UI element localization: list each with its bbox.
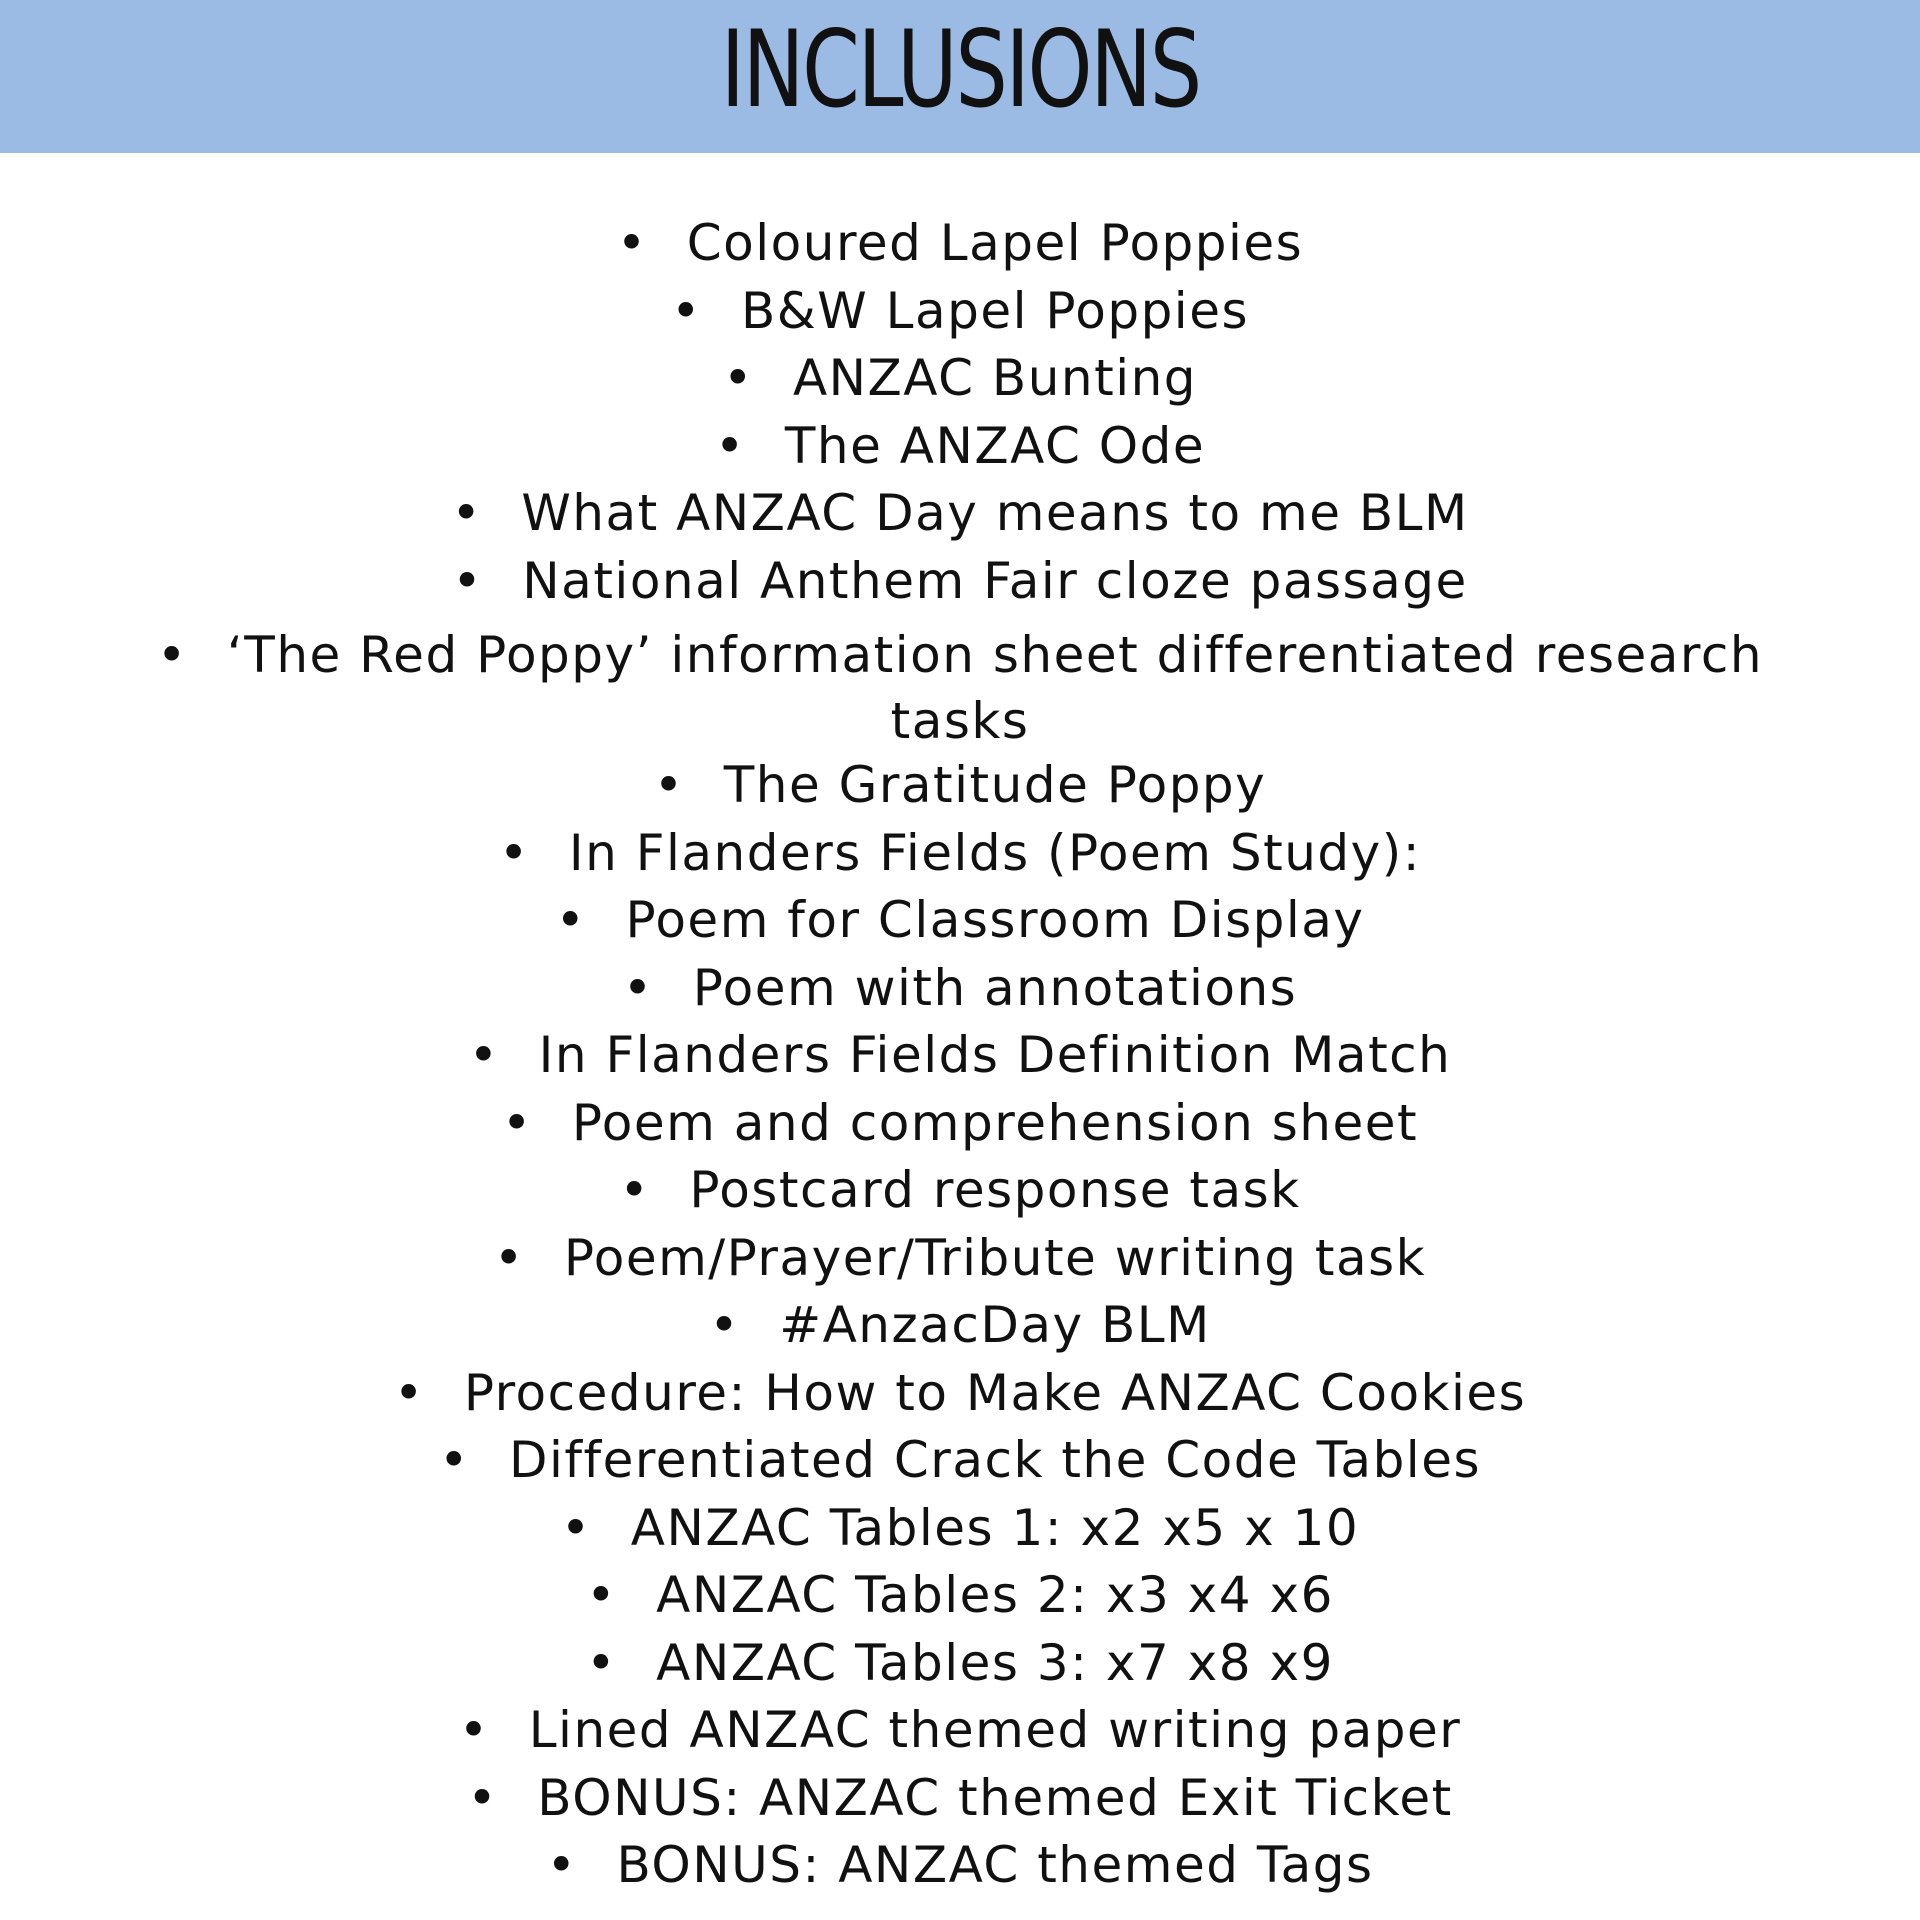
list-item [0,1701,1920,1769]
list-item-label: The Gratitude Poppy [723,756,1267,814]
bullet-icon: • [586,1566,618,1624]
list-item-label: National Anthem Fair cloze passage [522,551,1468,610]
list-item-label: Poem and comprehension sheet [571,1093,1419,1152]
list-item [0,552,1920,620]
list-item [0,417,1920,485]
list-item [0,1229,1920,1297]
list-item-label: Differentiated Crack the Code Tables [508,1431,1482,1489]
list-item-label: The ANZAC Ode [784,416,1206,475]
list-item-label: In Flanders Fields (Poem Study): [568,823,1422,882]
list-item-label: ANZAC Tables 3: x7 x8 x9 [656,1633,1334,1692]
bullet-icon: • [670,281,702,340]
list-item [0,959,1920,1027]
bullet-icon: • [458,1701,490,1759]
list-item [0,1296,1920,1364]
list-item-label: #AnzacDay BLM [779,1296,1211,1354]
bullet-icon: • [438,1431,470,1489]
bullet-icon: • [622,958,654,1017]
list-item [0,622,1920,754]
list-item [0,1364,1920,1432]
bullet-icon: • [498,823,530,882]
list-item [0,1836,1920,1904]
list-item-label: Procedure: How to Make ANZAC Cookies [463,1363,1527,1422]
bullet-icon: • [452,551,484,610]
list-item-label: Poem for Classroom Display [625,891,1365,949]
list-item [0,1566,1920,1634]
list-item [0,1634,1920,1702]
list-item [0,1431,1920,1499]
list-item-label: ANZAC Bunting [792,349,1198,407]
bullet-icon: • [560,1498,592,1557]
list-item [0,282,1920,350]
bullet-icon: • [467,1768,499,1827]
list-item-label: Poem with annotations [692,958,1298,1017]
bullet-icon: • [714,416,746,475]
list-item [0,1161,1920,1229]
bullet-icon: • [546,1836,578,1894]
bullet-icon: • [722,349,754,407]
header-band [0,0,1920,153]
bullet-icon: • [555,891,587,949]
list-item [0,1026,1920,1094]
list-item-label: ANZAC Tables 2: x3 x4 x6 [656,1566,1334,1624]
bullet-icon: • [468,1026,500,1084]
bullet-icon: • [156,626,188,684]
list-item [0,214,1920,282]
list-item-label: Coloured Lapel Poppies [686,214,1304,272]
list-item-label: What ANZAC Day means to me BLM [521,484,1469,542]
bullet-icon: • [451,484,483,542]
bullet-icon: • [709,1296,741,1354]
list-item [0,349,1920,417]
list-item-label: ‘The Red Poppy’ information sheet differentiated research tasks [226,626,1764,750]
bullet-icon: • [501,1093,533,1152]
list-item-label: BONUS: ANZAC themed Tags [616,1836,1374,1894]
list-item [0,484,1920,552]
bullet-icon: • [653,756,685,814]
bullet-icon: • [393,1363,425,1422]
list-item [0,1499,1920,1567]
bullet-icon: • [586,1633,618,1692]
list-item [0,891,1920,959]
inclusions-list [0,214,1920,1904]
list-item-label: BONUS: ANZAC themed Exit Ticket [537,1768,1453,1827]
list-item-label: Poem/Prayer/Tribute writing task [563,1228,1427,1287]
list-item-label: Postcard response task [689,1161,1301,1219]
bullet-icon: • [493,1228,525,1287]
bullet-icon: • [619,1161,651,1219]
list-item-label: B&W Lapel Poppies [740,281,1250,340]
list-item-label: In Flanders Fields Definition Match [538,1026,1452,1084]
list-item [0,756,1920,824]
page-title: INCLUSIONS [720,7,1200,131]
bullet-icon: • [616,214,648,272]
list-item [0,824,1920,892]
list-item [0,1769,1920,1837]
list-item-label: Lined ANZAC themed writing paper [528,1701,1462,1759]
list-item-label: ANZAC Tables 1: x2 x5 x 10 [630,1498,1360,1557]
list-item [0,1094,1920,1162]
